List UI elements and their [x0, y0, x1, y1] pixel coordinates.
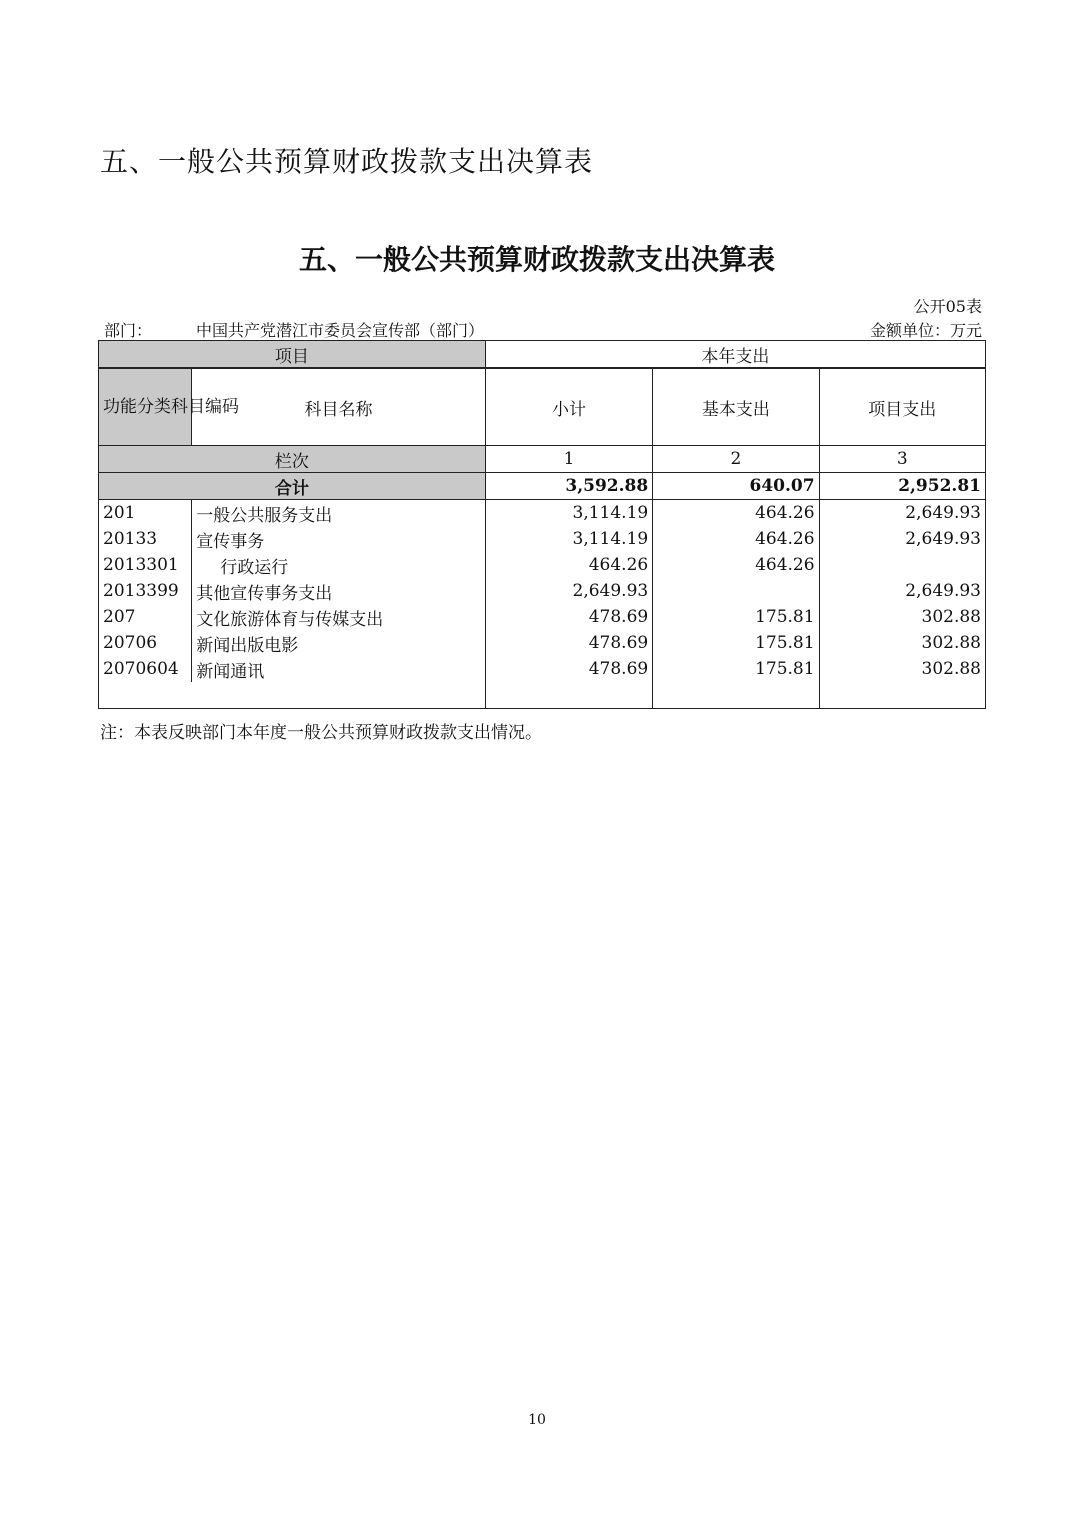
- total-label: 合计: [99, 473, 486, 500]
- row-name: 行政运行: [192, 552, 486, 578]
- row-project: [819, 552, 985, 578]
- total-project: 2,952.81: [819, 473, 985, 500]
- header-basic-expense: 基本支出: [653, 368, 819, 446]
- row-basic: 175.81: [653, 656, 819, 682]
- row-subtotal: 2,649.93: [485, 578, 652, 604]
- row-subtotal: 3,114.19: [485, 500, 652, 527]
- empty-cell: [99, 682, 486, 709]
- header-current-year-expense: 本年支出: [485, 341, 985, 369]
- table-row: [99, 526, 986, 552]
- row-basic: [653, 578, 819, 604]
- section-heading: 五、一般公共预算财政拨款支出决算表: [100, 145, 594, 178]
- empty-cell: [485, 682, 652, 709]
- header-column-index: 栏次: [99, 446, 486, 473]
- budget-table: [98, 340, 986, 709]
- row-subtotal: 464.26: [485, 552, 652, 578]
- row-basic: 464.26: [653, 500, 819, 527]
- row-code: 20706: [99, 630, 192, 656]
- row-project: 2,649.93: [819, 500, 985, 527]
- row-project: 302.88: [819, 604, 985, 630]
- row-code: 201: [99, 500, 192, 527]
- table-title: 五、一般公共预算财政拨款支出决算表: [298, 243, 775, 276]
- row-code: 20133: [99, 526, 192, 552]
- empty-row: [99, 682, 986, 709]
- row-subtotal: 3,114.19: [485, 526, 652, 552]
- row-subtotal: 478.69: [485, 656, 652, 682]
- header-col-3: 3: [819, 446, 985, 473]
- department-label: 部门：: [104, 321, 153, 340]
- table-row: [99, 578, 986, 604]
- page-number: 10: [528, 1412, 546, 1428]
- row-code: 207: [99, 604, 192, 630]
- department-name: 中国共产党潜江市委员会宣传部（部门）: [196, 321, 485, 340]
- amount-unit: 金额单位：万元: [869, 321, 982, 340]
- empty-cell: [819, 682, 985, 709]
- row-name: 一般公共服务支出: [192, 500, 486, 527]
- row-basic: 464.26: [653, 526, 819, 552]
- row-project: 2,649.93: [819, 578, 985, 604]
- table-row: [99, 604, 986, 630]
- header-project-expense: 项目支出: [819, 368, 985, 446]
- row-project: 302.88: [819, 630, 985, 656]
- row-name: 新闻出版电影: [192, 630, 486, 656]
- row-project: 302.88: [819, 656, 985, 682]
- total-row: [99, 473, 986, 500]
- row-project: 2,649.93: [819, 526, 985, 552]
- row-code: 2013301: [99, 552, 192, 578]
- header-project: 项目: [99, 341, 486, 369]
- row-name: 文化旅游体育与传媒支出: [192, 604, 486, 630]
- header-func-code: 功能分类科目编码: [99, 368, 192, 446]
- row-code: 2070604: [99, 656, 192, 682]
- row-basic: 175.81: [653, 630, 819, 656]
- header-col-2: 2: [653, 446, 819, 473]
- table-row: [99, 500, 986, 527]
- table-row: [99, 630, 986, 656]
- row-basic: 175.81: [653, 604, 819, 630]
- row-name: 其他宣传事务支出: [192, 578, 486, 604]
- table-row: [99, 656, 986, 682]
- total-basic: 640.07: [653, 473, 819, 500]
- row-basic: 464.26: [653, 552, 819, 578]
- row-code: 2013399: [99, 578, 192, 604]
- row-subtotal: 478.69: [485, 630, 652, 656]
- row-name: 宣传事务: [192, 526, 486, 552]
- header-subject-name: 科目名称: [192, 368, 486, 446]
- table-code: 公开05表: [913, 297, 982, 316]
- table-row: [99, 552, 986, 578]
- row-subtotal: 478.69: [485, 604, 652, 630]
- header-col-1: 1: [485, 446, 652, 473]
- header-subtotal: 小计: [485, 368, 652, 446]
- empty-cell: [653, 682, 819, 709]
- total-subtotal: 3,592.88: [485, 473, 652, 500]
- table-note: 注：本表反映部门本年度一般公共预算财政拨款支出情况。: [100, 723, 542, 743]
- row-name: 新闻通讯: [192, 656, 486, 682]
